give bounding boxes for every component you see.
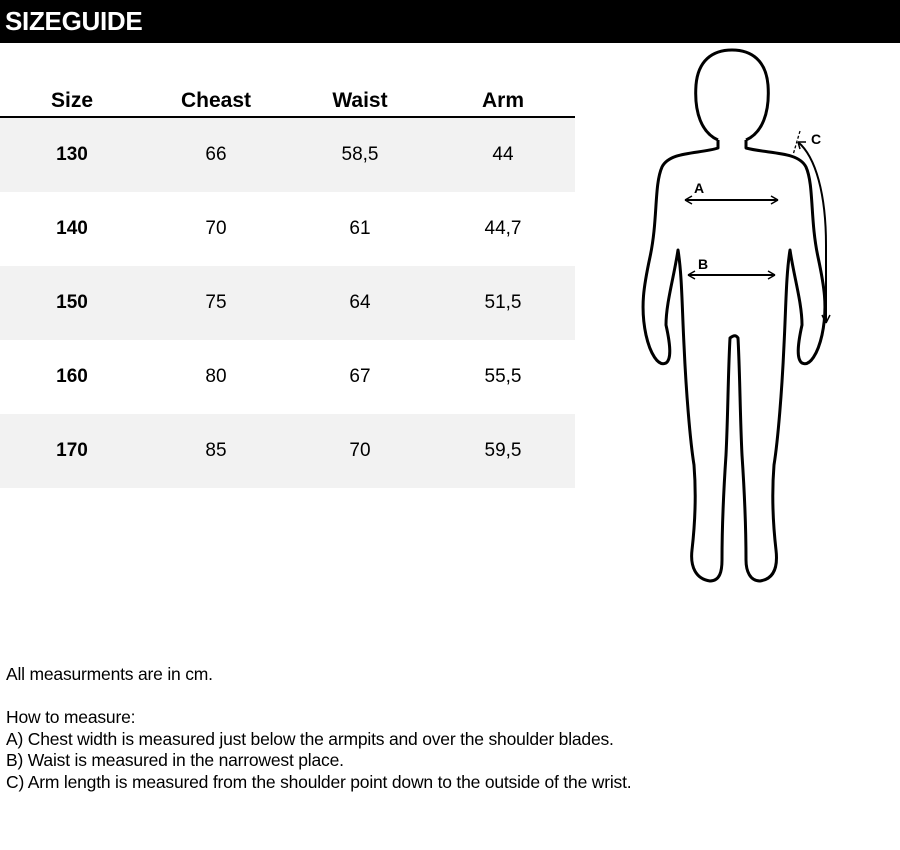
size-table <box>0 84 575 488</box>
header-chest: Cheast <box>180 89 252 112</box>
cell-chest: 66 <box>205 144 227 165</box>
cell-size: 130 <box>56 144 88 165</box>
cell-waist: 58,5 <box>341 144 379 165</box>
cell-chest: 75 <box>205 292 227 313</box>
cell-waist: 67 <box>349 366 371 387</box>
how-to-heading: How to measure: <box>6 707 136 727</box>
note-b: B) Waist is measured in the narrowest place. <box>6 750 344 770</box>
cell-size: 140 <box>56 218 88 239</box>
cell-waist: 70 <box>349 440 371 461</box>
table-row <box>0 414 575 488</box>
header-waist: Waist <box>332 89 388 112</box>
cell-chest: 80 <box>205 366 227 387</box>
header-arm: Arm <box>481 89 524 112</box>
cell-waist: 64 <box>349 292 371 313</box>
cell-size: 170 <box>56 440 88 461</box>
cell-arm: 59,5 <box>484 440 522 461</box>
cell-size: 150 <box>56 292 88 313</box>
label-b: B <box>698 256 709 272</box>
note-a: A) Chest width is measured just below the armpits and over the shoulder blades. <box>6 728 614 749</box>
header-size: Size <box>50 89 94 112</box>
note-c: C) Arm length is measured from the shoulder point down to the outside of the wrist. <box>6 771 632 792</box>
cell-arm: 44 <box>492 144 514 165</box>
cell-arm: 44,7 <box>484 218 522 239</box>
page-title: SIZEGUIDE <box>5 6 143 36</box>
cell-waist: 61 <box>349 218 371 239</box>
header-bar <box>0 0 900 43</box>
table-row <box>0 266 575 340</box>
measurement-notes <box>6 664 631 793</box>
table-header <box>0 84 575 118</box>
cell-arm: 55,5 <box>484 366 522 387</box>
label-c: C <box>811 131 822 147</box>
units-note: All measurments are in cm. <box>6 664 213 684</box>
table-row <box>0 118 575 192</box>
cell-chest: 70 <box>205 218 227 239</box>
cell-size: 160 <box>56 366 88 387</box>
cell-arm: 51,5 <box>484 292 522 313</box>
label-a: A <box>694 180 705 196</box>
body-measurement-figure <box>630 45 850 595</box>
spacer <box>6 686 631 708</box>
table-row <box>0 340 575 414</box>
table-row <box>0 192 575 266</box>
body-outline-icon <box>630 45 850 595</box>
cell-chest: 85 <box>205 440 227 461</box>
